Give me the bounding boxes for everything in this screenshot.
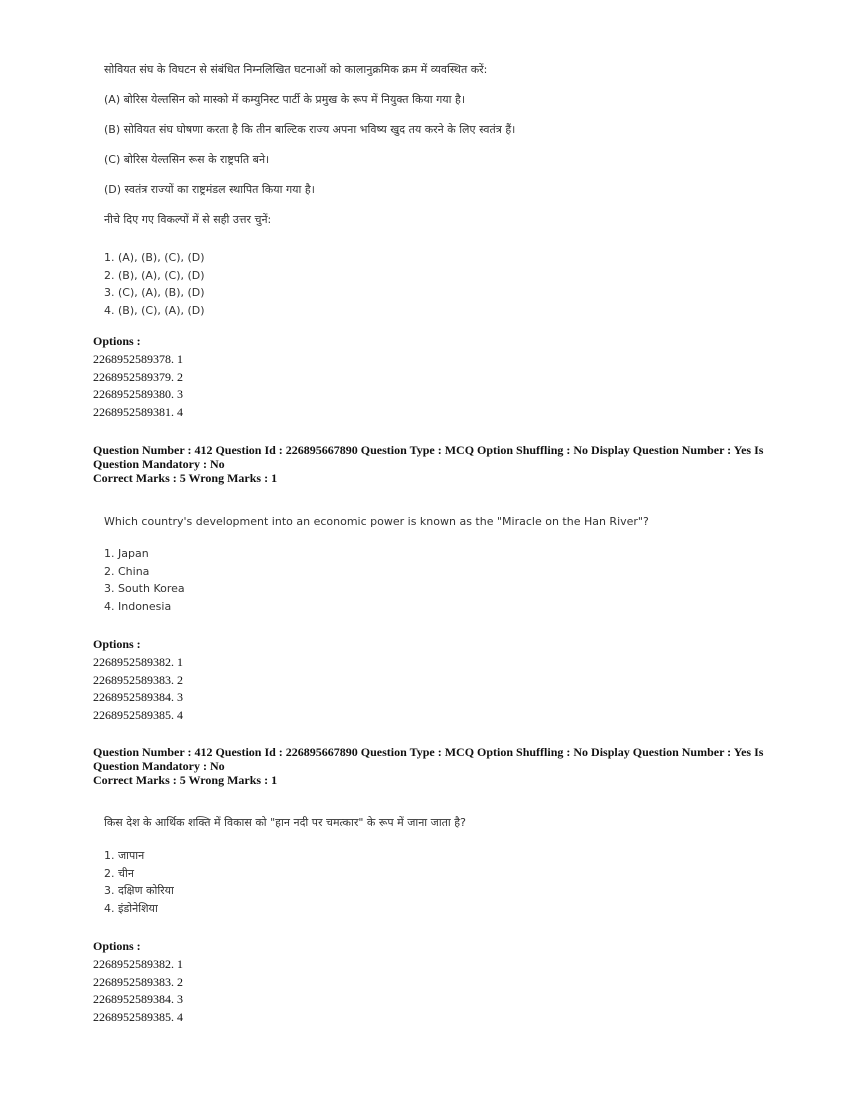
option-row: 2268952589379. 2 [93, 369, 183, 384]
choice-item: 1. जापान [104, 849, 145, 862]
statement-a: (A) बोरिस येल्तसिन को मास्को में कम्युनिस्ट पार्टी के प्रमुख के रूप में नियुक्त किया गया है। [104, 93, 466, 106]
question-2-text: Which country's development into an economic power is known as the "Miracle on the Han River"? [104, 515, 649, 528]
question-1-body [104, 62, 515, 319]
choice-item: 2. चीन [104, 866, 134, 880]
meta-line: Question Number : 412 Question Id : 226895667890 Question Type : MCQ Option Shuffling : No Display Question Number : Yes Is [93, 745, 764, 759]
choice-item: 4. Indonesia [104, 599, 172, 613]
option-row: 2268952589384. 3 [93, 690, 183, 705]
option-row: 2268952589381. 4 [93, 405, 183, 420]
options-header: Options : [93, 334, 141, 348]
question-3-meta [93, 745, 763, 787]
meta-line: Correct Marks : 5 Wrong Marks : 1 [93, 471, 278, 485]
option-row: 2268952589382. 1 [93, 654, 183, 669]
option-row: 2268952589384. 3 [93, 992, 183, 1007]
statement-d: (D) स्वतंत्र राज्यों का राष्ट्रमंडल स्थापित किया गया है। [104, 183, 315, 196]
choice-item: 1. Japan [104, 547, 149, 560]
choice-item: 1. (A), (B), (C), (D) [104, 251, 205, 264]
option-row: 2268952589378. 1 [93, 351, 183, 366]
option-row: 2268952589383. 2 [93, 672, 183, 687]
choice-item: 3. दक्षिण कोरिया [104, 884, 174, 897]
options-header: Options : [93, 939, 141, 953]
choice-item: 4. इंडोनेशिया [104, 901, 158, 915]
option-row: 2268952589385. 4 [93, 1010, 183, 1025]
choice-item: 3. South Korea [104, 582, 185, 595]
question-3-choices [104, 845, 466, 917]
choice-item: 2. (B), (A), (C), (D) [104, 268, 205, 282]
question-3-text: किस देश के आर्थिक शक्ति में विकास को "हान नदी पर चमत्कार" के रूप में जाना जाता है? [104, 816, 466, 829]
statement-b: (B) सोवियत संघ घोषणा करता है कि तीन बाल्टिक राज्य अपना भविष्य खुद तय करने के लिए स्वतंत्र हैं। [104, 123, 516, 136]
choice-item: 4. (B), (C), (A), (D) [104, 303, 205, 317]
question-2-meta [93, 443, 763, 485]
question-3-body [104, 815, 466, 917]
option-row: 2268952589383. 2 [93, 974, 183, 989]
question-3-options [93, 938, 183, 1027]
meta-line: Question Mandatory : No [93, 457, 225, 471]
question-2-options [93, 636, 183, 725]
statement-c: (C) बोरिस येल्तसिन रूस के राष्ट्रपति बने। [104, 153, 270, 166]
question-2-body [104, 515, 649, 615]
meta-line: Question Number : 412 Question Id : 226895667890 Question Type : MCQ Option Shuffling : No Display Question Number : Yes Is [93, 443, 764, 457]
question-1-intro: सोवियत संघ के विघटन से संबंधित निम्नलिखित घटनाओं को कालानुक्रमिक क्रम में व्यवस्थित करें: [104, 63, 488, 76]
option-row: 2268952589380. 3 [93, 387, 183, 402]
options-header: Options : [93, 637, 141, 651]
choice-item: 3. (C), (A), (B), (D) [104, 286, 205, 299]
question-2-choices [104, 543, 649, 615]
question-1-prompt: नीचे दिए गए विकल्पों में से सही उत्तर चुनें: [104, 213, 272, 226]
choice-item: 2. China [104, 564, 150, 578]
question-1-options [93, 333, 183, 422]
option-row: 2268952589382. 1 [93, 956, 183, 971]
meta-line: Correct Marks : 5 Wrong Marks : 1 [93, 773, 278, 787]
option-row: 2268952589385. 4 [93, 708, 183, 723]
question-1-choices [104, 242, 515, 319]
meta-line: Question Mandatory : No [93, 759, 225, 773]
